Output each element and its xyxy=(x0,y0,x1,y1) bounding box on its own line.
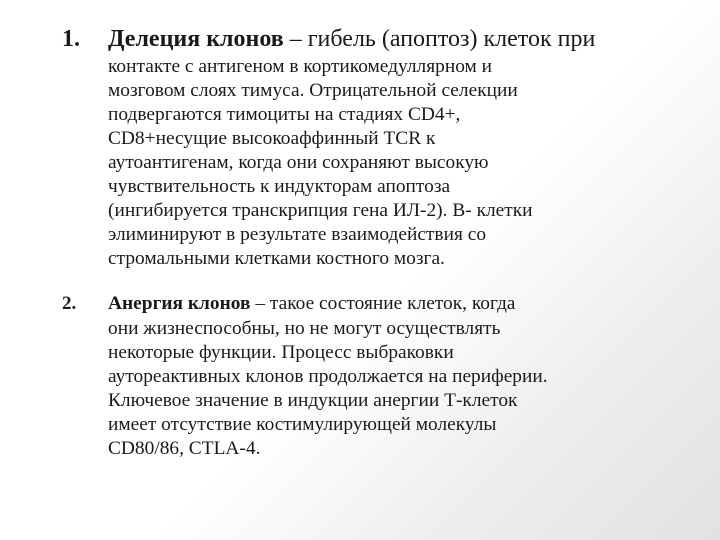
item-term: Делеция клонов xyxy=(108,26,284,52)
item-text-line: CD8+несущие высокоаффинный TCR к xyxy=(108,128,436,149)
item-text-line: контакте с антигеном в кортикомедуллярном и xyxy=(108,56,493,77)
item-text-line: подвергаются тимоциты на стадиях CD4+, xyxy=(108,104,461,125)
item-term: Анергия клонов xyxy=(108,293,251,314)
item-text-line: элиминируют в результате взаимодействия со xyxy=(108,224,487,245)
item-first-line-text: – гибель (апоптоз) клеток при xyxy=(283,26,596,52)
list-number: 1. xyxy=(62,26,80,52)
item-text-line: они жизнеспособны, но не могут осуществлять xyxy=(108,318,501,339)
item-first-line-text: – такое состояние клеток, когда xyxy=(250,293,516,314)
item-text-line: аутореактивных клонов продолжается на периферии. xyxy=(108,366,548,387)
item-first-line xyxy=(108,292,515,316)
item-text-line: аутоантигенам, когда они сохраняют высокую xyxy=(108,152,489,173)
item-text-line: Ключевое значение в индукции анергии Т-клеток xyxy=(108,390,518,411)
item-text-line: CD80/86, CTLA-4. xyxy=(108,438,261,459)
item-first-line xyxy=(108,25,595,53)
item-text-line: некоторые функции. Процесс выбраковки xyxy=(108,342,454,363)
item-text-line: имеет отсутствие костимулирующей молекулы xyxy=(108,414,497,435)
item-text-line: стромальными клетками костного мозга. xyxy=(108,248,445,269)
item-text-line: мозговом слоях тимуса. Отрицательной селекции xyxy=(108,80,518,101)
item-text-line: чувствительность к индукторам апоптоза xyxy=(108,176,451,197)
item-text-line: (ингибируется транскрипция гена ИЛ-2). В- клетки xyxy=(108,200,533,221)
list-number: 2. xyxy=(62,293,77,314)
